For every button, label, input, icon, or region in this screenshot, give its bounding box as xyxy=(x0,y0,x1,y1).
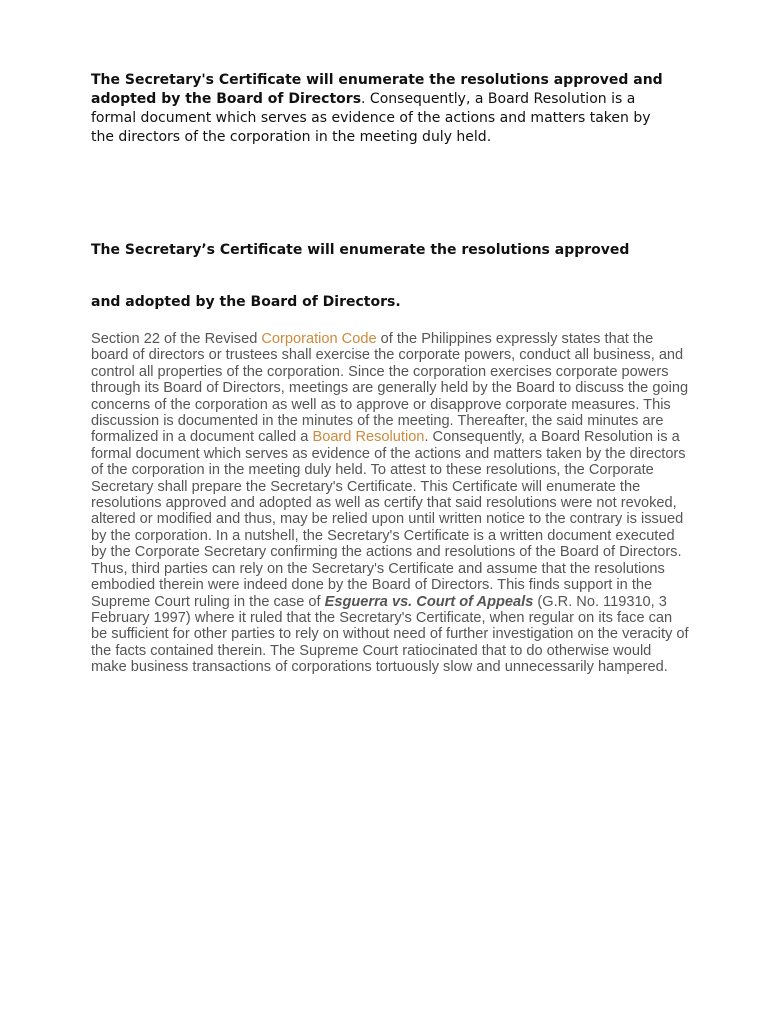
body-text-part-2: of the Philippines expressly states that the board of directors or trustees shall exercise the corporate powers, conduct all business, and control all properties of the corporation. Since the corporation exercises corporate powers through its Board of Directors, meetings are generally held by the Board to discuss the going concerns of the corporation as well as to approve or disapprove corporate measures. This discussion is documented in the minutes of the meeting. Thereafter, the said minutes are formalized in a document called a xyxy=(91,331,689,446)
intro-bold-text: The Secretary's Certificate will enumerate the resolutions approved and adopted by the Board of Directors xyxy=(91,72,663,107)
body-text-part-4: (G.R. No. 119310, 3 February 1997) where it ruled that the Secretary's Certificate, when regular on its face can be sufficient for other parties to rely on without need of further investigation on the veracity of the facts contained therein. The Supreme Court ratiocinated that to do otherwise would make business transactions of corporations tortuously slow and unnecessarily hampered. xyxy=(91,593,689,676)
intro-paragraph xyxy=(91,71,671,147)
corporation-code-link[interactable]: Corporation Code xyxy=(261,331,377,347)
body-paragraph xyxy=(91,331,689,676)
body-text-part-3: . Consequently, a Board Resolution is a formal document which serves as evidence of the actions and matters taken by the directors of the corporation in the meeting duly held. To attest to these resolutions, the Corporate Secretary shall prepare the Secretary's Certificate. This Certificate will enumerate the resolutions approved and adopted as well as certify that said resolutions were not revoked, altered or modified and thus, may be relied upon until written notice to the contrary is issued by the corporation. In a nutshell, the Secretary's Certificate is a written document executed by the Corporate Secretary confirming the actions and resolutions of the Board of Directors. Thus, third parties can rely on the Secretary's Certificate and assume that the resolutions embodied therein were indeed done by the Board of Directors. This finds support in the Supreme Court ruling in the case of xyxy=(91,429,686,610)
case-name: Esguerra vs. Court of Appeals xyxy=(324,593,534,610)
section-heading-line-1: The Secretary’s Certificate will enumerate the resolutions approved xyxy=(91,242,630,258)
board-resolution-link[interactable]: Board Resolution xyxy=(312,429,425,446)
intro-rest-text: . Consequently, a Board Resolution is a formal document which serves as evidence of the actions and matters taken by the directors of the corporation in the meeting duly held. xyxy=(91,91,651,145)
body-text-part-1: Section 22 of the Revised xyxy=(91,331,262,347)
section-heading-line-2: and adopted by the Board of Directors. xyxy=(91,294,401,310)
